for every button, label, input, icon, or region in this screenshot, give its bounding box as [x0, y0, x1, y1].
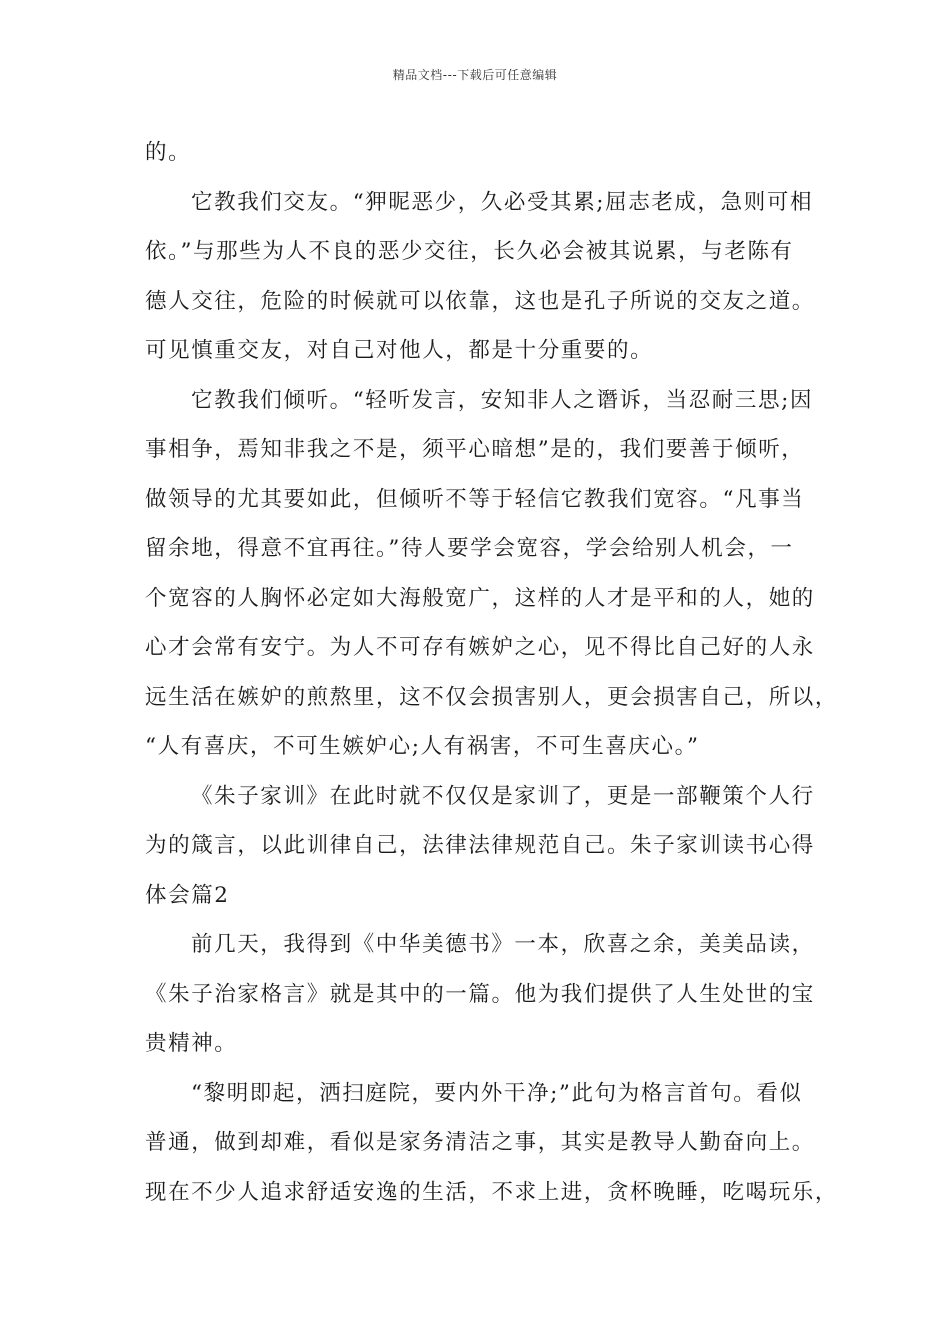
text-line: 留余地，得意不宜再往。”待人要学会宽容，学会给别人机会，一	[145, 536, 794, 561]
text-line: 的。	[145, 140, 192, 165]
text-line: “黎明即起，洒扫庭院，要内外干净;”此句为格言首句。看似	[191, 1080, 803, 1106]
text-line: 它教我们倾听。“轻听发言，安知非人之谮诉，当忍耐三思;因	[191, 387, 814, 413]
text-line: 做领导的尤其要如此，但倾听不等于轻信它教我们宽容。“凡事当	[145, 486, 805, 512]
text-line: 依。”与那些为人不良的恶少交往，长久必会被其说累，与老陈有	[145, 239, 794, 264]
text-line: 远生活在嫉妒的煎熬里，这不仅会损害别人，更会损害自己，所以，	[145, 684, 839, 710]
text-line: 个宽容的人胸怀必定如大海般宽广，这样的人才是平和的人，她的	[145, 585, 815, 611]
text-line: 心才会常有安宁。为人不可存有嫉妒之心，见不得比自己好的人永	[145, 635, 815, 660]
text-line: 德人交往，危险的时候就可以依靠，这也是孔子所说的交友之道。	[145, 288, 815, 314]
text-line: 《朱子家训》在此时就不仅仅是家训了，更是一部鞭策个人行	[191, 783, 815, 809]
text-line: 体会篇2	[145, 882, 230, 908]
text-line: 现在不少人追求舒适安逸的生活，不求上进，贪杯晚睡，吃喝玩乐，	[145, 1179, 839, 1205]
text-line: 贵精神。	[145, 1031, 238, 1056]
body-text	[145, 128, 839, 1217]
text-line: 为的箴言，以此训律自己，法律法律规范自己。朱子家训读书心得	[145, 833, 815, 858]
text-line: 它教我们交友。“狎昵恶少，久必受其累;屈志老成，急则可相	[191, 189, 814, 215]
text-line: 可见慎重交友，对自己对他人，都是十分重要的。	[145, 338, 654, 363]
text-line: 事相争，焉知非我之不是，须平心暗想”是的，我们要善于倾听，	[145, 437, 805, 462]
text-line: 《朱子治家格言》就是其中的一篇。他为我们提供了人生处世的宝	[145, 981, 815, 1007]
text-line: 前几天，我得到《中华美德书》一本，欣喜之余，美美品读，	[191, 932, 815, 957]
page-header: 精品文档---下载后可任意编辑	[392, 68, 558, 82]
text-line: “人有喜庆，不可生嫉妒心;人有祸害，不可生喜庆心。”	[145, 734, 700, 759]
text-line: 普通，做到却难，看似是家务清洁之事，其实是教导人勤奋向上。	[145, 1130, 815, 1155]
